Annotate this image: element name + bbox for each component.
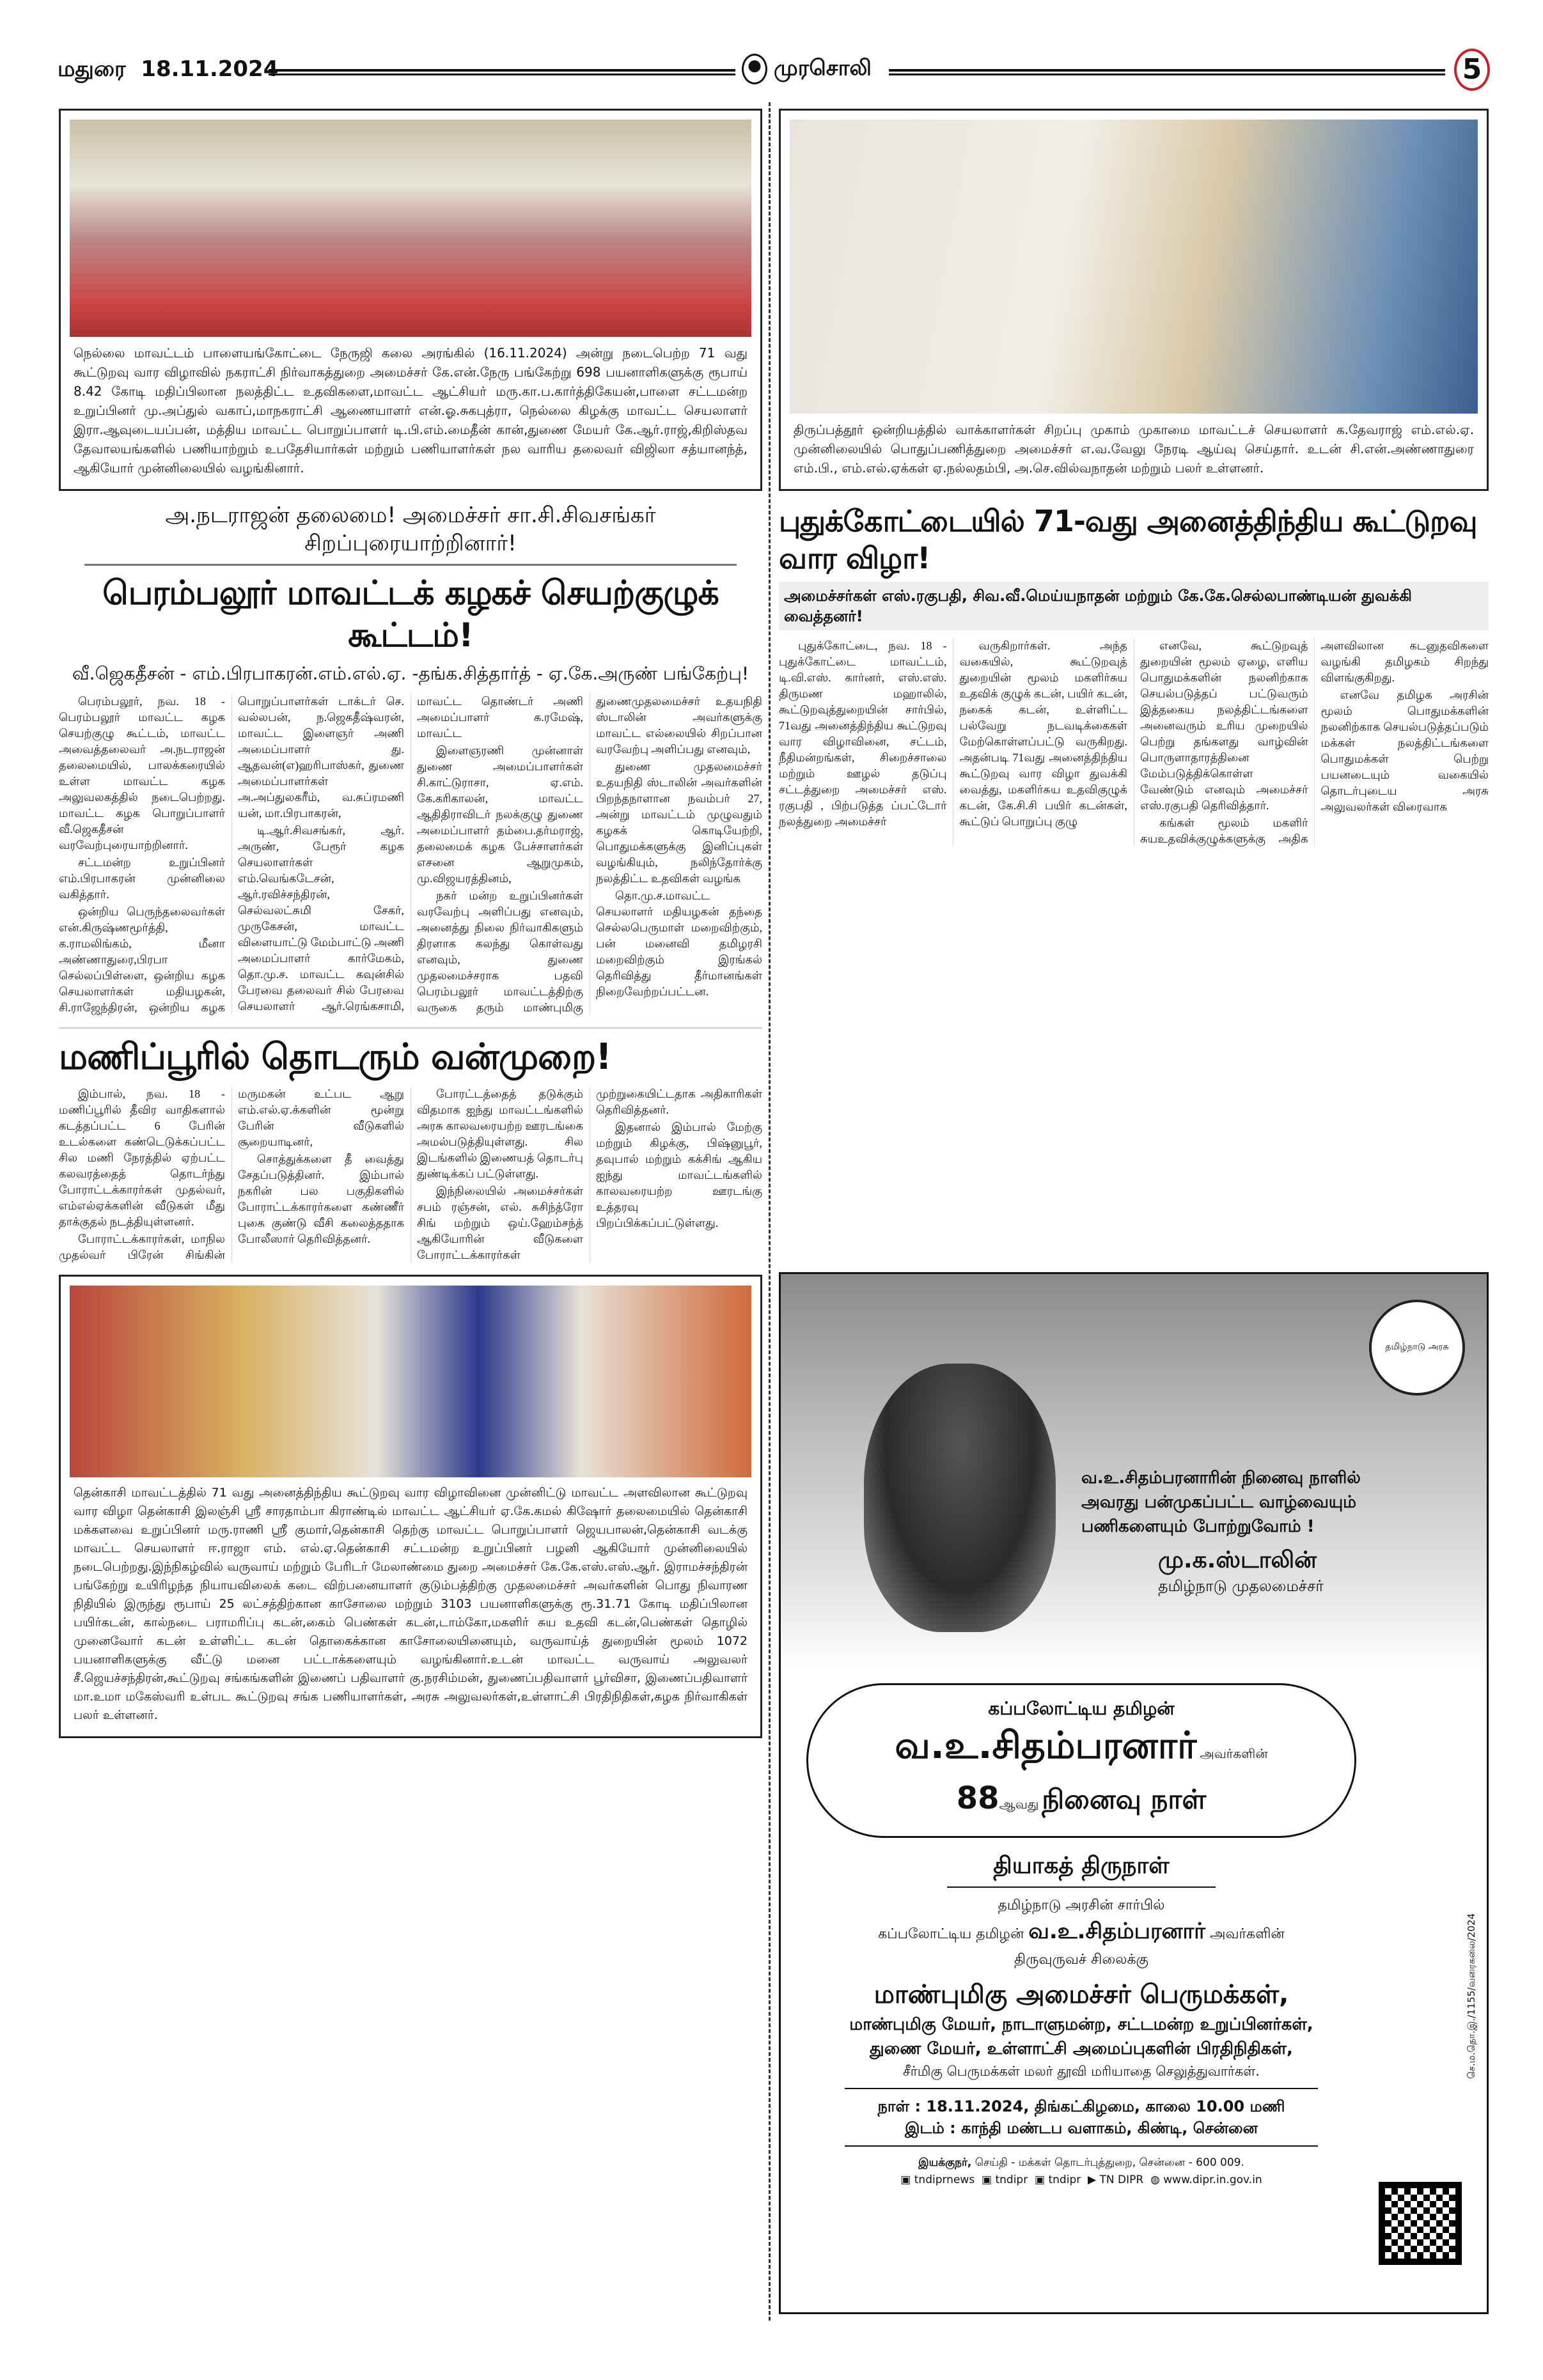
column-divider [769, 102, 771, 2321]
statue-line: திருவுருவச் சிலைக்கு [1014, 1952, 1148, 1968]
left-column [59, 109, 762, 1738]
event-date: நாள் : 18.11.2024, திங்கட்கிழமை, காலை 10.00 மணி [877, 2097, 1285, 2115]
paragraph: இம்பால், நவ. 18 - மணிப்பூரில் தீவிர வாதிகளால் கடத்தப்பட்ட 6 பேரின் உடல்களை கண்டெடுக்கப்பட்ட சில மணி நேரத்தில் ஏற்பட்ட கலவரத்தைத் தொடர்ந்து போராட்டக்காரர்கள் முதல்வர், எம்எல்ஏக்களின் வீடுகள் மீது தாக்குதல் நடத்தியுள்ளனர். [59, 1087, 225, 1228]
paper-name: முரசொலி [774, 55, 872, 81]
paragraph: சொத்துக்களை தீ வைத்து சேதப்படுத்தினர். இம்பால் நகரின் பல பகுதிகளில் போராட்டக்காரர்களை கண்ணீர் புகை குண்டு வீசி கலைத்ததாக போலீஸார் தெரிவித்தனர். [238, 1153, 404, 1245]
festival-title: தியாகத் திருநாள் [993, 1853, 1170, 1879]
nellai-caption: நெல்லை மாவட்டம் பாளையங்கோட்டை நேருஜி கலை அரங்கில் (16.11.2024) அன்று நடைபெற்ற 71 வது கூட்டுறவு வார விழாவில் நகராட்சி நிர்வாகத்துறை அமைச்சர் கே.என்.நேரு பங்கேற்று 698 பயனாளிகளுக்கு ரூபாய் 8.42 கோடி மதிப்பிலான நலத்திட்ட உதவிகளை,மாவட்ட ஆட்சியர் மரு.கா.ப.கார்த்திகேயன்,பாளை சட்டமன்ற உறுப்பினர் மு.அப்துல் வகாப்,மாநகராட்சி ஆணையாளர் என்.ஓ.சுகபுத்ரா, நெல்லை கிழக்கு மாவட்ட செயலாளர் இரா.ஆவுடையப்பன், மத்திய மாவட்ட பொறுப்பாளர் டி.பி.எம்.மைதீன் கான்,துணை மேயர் கே.ஆர்.ராஜ்,கிறிஸ்தவ தேவாலயங்களில் பணியாற்றும் உபதேசியார்கள் மற்றும் பணியாளர்கள் நல வாரிய தலைவர் விஜிலா சத்யானந்த், ஆகியோர் முன்னிலையில் வழங்கினார். [74, 345, 748, 476]
pudukkottai-body [779, 638, 1489, 847]
perambalur-kicker: அ.நடராஜன் தலைமை! அமைச்சர் சா.சி.சிவசங்கர் சிறப்புரையாற்றினார்! [84, 502, 737, 566]
paragraph: பெரம்பலூர், நவ. 18 - பெரம்பலூர் மாவட்ட கழக செயற்குழு கூட்டம், மாவட்ட அவைத்தலைவர் அ.நடராஜன் தலைமையில், பாலக்கரையில் உள்ள மாவட்ட கழக அலுவலகத்தில் நடைபெற்றது. மாவட்ட கழக பொறுப்பாளர் வீ.ஜெகதீசன் வரவேற்புரையாற்றினார். [59, 695, 225, 852]
perambalur-body [59, 694, 762, 1016]
paragraph: வருகிறார்கள். அந்த வகையில், கூட்டுறவுத் துறையின் மூலம் மகளிர்சுய உதவிக் குழுக் கடன், பயிர் கடன், நகைக் கடன், உள்ளிட்ட பல்வேறு நடவடிக்கைகள் மேற்கொள்ளப்பட்டு வருகிறது. அதன்படி 71வது அனைத்திந்திய கூட்டுறவு வார விழா துவக்கி வைத்து, மகளிர்சுய உதவிகுழுக் கடன், கே.சி.சி பயிர் கடன்கள், கூட்டுப் பொறுப்பு குழு [959, 639, 1127, 828]
ornament-divider [845, 2088, 1318, 2089]
social-links [794, 2171, 1369, 2189]
vouc-portrait [781, 1274, 1487, 1670]
instagram-handle[interactable]: tndipr [1048, 2174, 1081, 2186]
manipur-article [59, 1027, 762, 1263]
qr-code[interactable] [1379, 2182, 1462, 2265]
tenkasi-caption: தென்காசி மாவட்டத்தில் 71 வது அனைத்திந்திய கூட்டுறவு வார விழாவினை முன்னிட்டு மாவட்ட அளவிலான கூட்டுறவு வார விழா தென்காசி இலஞ்சி ஸ்ரீ சாரதாம்பா கிராண்டில் மாவட்ட ஆட்சியர் ஏ.கே.கமல் கிஷோர் தலைமையில் தென்காசி மக்களவை உறுப்பினர் மரு.ராணி ஸ்ரீ குமார்,தென்காசி தெற்கு மாவட்ட பொறுப்பாளர் ஜெயபாலன்,தென்காசி வடக்கு மாவட்ட செயலாளர் ஈ.ராஜா எம். எல்.ஏ.தென்காசி சட்டமன்ற உறுப்பினர் பழனி ஆகியோர் முன்னிலையில் நடைபெற்றது.இந்நிகழ்வில் வருவாய் மற்றும் பேரிடர் மேலாண்மை துறை அமைச்சர் கே.கே.எஸ்.எஸ்.ஆர். இராமச்சந்திரன் பங்கேற்று உயிரிழந்த நியாயவிலைக் கடை விற்பனையாளர் குடும்பத்திற்கு முதலமைச்சர் அவர்களின் பொது நிவாரண நிதியில் இருந்து ரூபாய் 25 லட்சத்திற்கான காசோலை மற்றும் 3103 பயனாளிகளுக்கு ரூ.31.71 கோடி மதிப்பிலான பயிர்கடன், கால்நடை பராமரிப்பு கடன்,கைம் பெண்கள் கடன்,டாம்கோ,மகளிர் சுய உதவி கடன்,பெண்கள் தொழில் முனைவோர் கடன் உள்ளிட்ட கடன் தொகைக்கான காசோலையினையும், வருவாய்த் துறையின் மூலம் 1072 பயனாளிகளுக்கு வீட்டு மனை பட்டாக்களையும் வழங்கினார்.உடன் மாவட்ட வருவாய் அலுவலர் சீ.ஜெயச்சந்திரன்,கூட்டுறவு சங்கங்களின் இணைப் பதிவாளர் கு.நரசிம்மன், துணைப்பதிவாளர் பூர்விசா, இணைப்பதிவாளர் மா.உமா மகேஸ்வரி உள்பட கூட்டுறவு சங்க பணியாளர்கள், அரசு அலுவலர்கள்,உள்ளாட்சி பிரதிநிதிகள்,கழக நிர்வாகிகள் பலர் உள்ளனர். [74, 1486, 748, 1722]
ministers-line: மாண்புமிகு அமைச்சர் பெருமக்கள், [873, 1980, 1289, 2009]
signatory: மு.க.ஸ்டாலின் [1158, 1547, 1317, 1573]
tribute-line: சீர்மிகு பெருமக்கள் மலர் தூவி மரியாதை செலுத்துவார்கள். [903, 2064, 1260, 2079]
paragraph: தொ.மு.ச.மாவட்ட செயலாளர் மதியழகன் தந்தை செல்லபெருமாள் மறைவிற்கும், பன் மனைவி தமிழரசி மறைவிற்கும் இரங்கல் தெரிவித்து தீர்மானங்கள் நிறைவேற்றப்பட்டன. [596, 889, 762, 998]
paragraph: நகர் மன்ற உறுப்பினர்கள் வரவேற்பு அளிப்பது எனவும், அனைத்து நிலை நிர்வாகிகளும் திரளாக கலந்து கொள்வது எனவும், துணை முதலமைச்சராக பதவி பெரம்பலூர் மாவட்டத்திற்கு வருகை தரும் மாண்புமிகு துணைமுதலமைச்சர் உதயநிதி ஸ்டாலின் அவர்களுக்கு மாவட்ட எல்லையில் சிறப்பான வரவேற்பு அளிப்பது எனவும், [417, 695, 762, 1014]
tirupattur-photo-box [779, 109, 1489, 491]
signatory-title: தமிழ்நாடு முதலமைச்சர் [1158, 1577, 1324, 1595]
tirupattur-event-photo [790, 120, 1478, 414]
paragraph: இளைஞரணி முன்னாள் துணை அமைப்பாளர்கள் சி.காட்டுராசா, ஏ.எம். கே.கரிகாலன், மாவட்ட ஆதிதிராவிடர் நலக்குழு துணை அமைப்பாளர் தம்பை.தர்மராஜ், தலைமைக் கழக பேச்சாளர்கள் எசனை ஆறுமுகம், மு.விஜயரத்தினம், [417, 744, 583, 885]
right-column [779, 109, 1489, 2314]
nellai-photo-box [59, 109, 762, 491]
ornament-divider [845, 2145, 1318, 2147]
globe-icon: ◍ [1150, 2174, 1160, 2186]
paragraph: எனவே, கூட்டுறவுத் துறையின் மூலம் ஏழை, எளிய பொதுமக்களின் நலனிற்காக செயல்படுத்தப் பட்டுவரும் இத்தகைய நலத்திட்டங்களை அனைவரும் உரிய முறையில் பெற்று தங்களது வாழ்வின் பொருளாதாரத்தினை மேம்படுத்திக்கொள்ள வேண்டும் எனவும் அமைச்சர் எஸ்.ரகுபதி தெரிவித்தார். [1140, 639, 1308, 812]
portrait-figure [864, 1364, 1056, 1632]
paragraph: சட்டமன்ற உறுப்பினர் எம்.பிரபாகரன் முன்னிலை வகித்தார். [59, 856, 225, 901]
tirupattur-caption: திருப்பத்தூர் ஒன்றியத்தில் வாக்காளர்கள் சிறப்பு முகாம் முகாமை மாவட்டச் செயலாளர் க.தேவராஜ் எம்.எல்.ஏ. முன்னிலையில் பொதுப்பணித்துறை அமைச்சர் எ.வ.வேலு நேரடி ஆய்வு செய்தார். உடன் சி.என்.அண்ணாதுரை எம்.பி., எம்.எல்.ஏக்கள் ஏ.நல்லதம்பி, அ.செ.வில்வநாதன் மற்றும் பலர் உள்ளனர். [794, 422, 1474, 476]
ornament-divider [947, 1886, 1216, 1888]
vouc-memorial-ad [779, 1272, 1489, 2314]
line2-pre: கப்பலோட்டிய தமிழன் [878, 1926, 1024, 1942]
tenkasi-event-photo [70, 1286, 751, 1477]
anniversary-number: 88 [956, 1780, 999, 1816]
edition-city: மதுரை [58, 56, 126, 82]
perambalur-byline: வீ.ஜெகதீசன் - எம்.பிரபாகரன்.எம்.எல்.ஏ. -தங்க.சித்தார்த் - ஏ.கே.அருண் பங்கேற்பு! [72, 663, 749, 684]
twitter-handle[interactable]: tndiprnews [914, 2174, 975, 2186]
paragraph: டி.ஆர்.சிவசங்கர், ஆர். அருண், பேரூர் கழக செயலாளர்கள் எம்.வெங்கடேசன், ஆர்.ரவிச்சந்திரன், செல்வலட்சுமி சேகர், முருகேசன், மாவட்ட விளையாட்டு மேம்பாட்டு அணி அமைப்பாளர் கார்மேகம், தொ.மு.ச. மாவட்ட கவுன்சில் பேரவை தலைவர் சில் பேரவை செயலாளர் ஆர்.ரெங்கசாமி, மாவட்ட தொண்டர் அணி அமைப்பாளர் க.ரமேஷ், மாவட்ட [238, 695, 583, 1013]
line2-post: அவர்களின் [1210, 1926, 1285, 1942]
page-number: 5 [1454, 49, 1490, 91]
paragraph: எனவே தமிழக அரசின் மூலம் பொதுமக்களின் நலனிற்காக செயல்படுத்தப்படும் மக்கள் நலத்திட்டங்களை பொதுமக்கள் பெற்று பயனடையும் வகையில் தொடர்புடைய அரசு அலுவலர்கள் விரைவாக [1320, 688, 1489, 813]
pudukkottai-subhead: அமைச்சர்கள் எஸ்.ரகுபதி, சிவ.வீ.மெய்யநாதன் மற்றும் கே.கே.செல்லபாண்டியன் துவக்கி வைத்தனர்! [779, 582, 1489, 630]
dignitaries-line2: துணை மேயர், உள்ளாட்சி அமைப்புகளின் பிரதிநிதிகள், [870, 2039, 1293, 2058]
line2-name: வ.உ.சிதம்பரனார் [1028, 1918, 1206, 1944]
masthead [58, 51, 1490, 89]
manipur-headline: மணிப்பூரில் தொடரும் வன்முறை! [59, 1036, 611, 1078]
paragraph: இதனால் இம்பால் மேற்கு மற்றும் கிழக்கு, பிஷ்னுபூர், தவுபால் மற்றும் கக்சிங் ஆகிய ஐந்து மாவட்டங்களில் காலவரையற்ற ஊரடங்கு உத்தரவு பிறப்பிக்கப்பட்டுள்ளது. [596, 1121, 762, 1229]
quote-line: வ.உ.சிதம்பரனாரின் நினைவு நாளில் [1081, 1468, 1361, 1488]
quote-line: பணிகளையும் போற்றுவோம் ! [1081, 1517, 1315, 1536]
issuer-title: இயக்குநர், [918, 2156, 972, 2169]
paragraph: கங்கள் மூலம் மகளிர் சுயஉதவிக்குழுக்களுக்கு அதிக அளவிலான கடனுதவிகளை வழங்கி தமிழகம் சிறந்து விளங்குகிறது. [1140, 639, 1489, 845]
paragraph: புதுக்கோட்டை, நவ. 18 - புதுக்கோட்டை மாவட்டம், டி.வி.எஸ். கார்னர், எஸ்.எஸ். திருமண மஹாலில், கூட்டுறவுத்துறையின் சார்பில், 71வது அனைத்திந்திய கூட்டுறவு வார விழாவினை, சட்டம், நீதிமன்றங்கள், சிறைச்சாலை மற்றும் ஊழல் தடுப்பு சட்டத்துறை அமைச்சர் எஸ். ரகுபதி , பிற்படுத்த ப்பட்டோர் நலத்துறை அமைச்சர் [779, 639, 947, 828]
issuer-dept: செய்தி - மக்கள் தொடர்புத்துறை, சென்னை - 600 009. [975, 2156, 1244, 2169]
dignitaries-line1: மாண்புமிகு மேயர், நாடாளுமன்ற, சட்டமன்ற உறுப்பினர்கள், [849, 2015, 1313, 2034]
youtube-icon: ▶ [1088, 2174, 1097, 2186]
anniversary-ordinal: ஆவது [999, 1796, 1039, 1812]
anniversary-label: நினைவு நாள் [1042, 1784, 1207, 1815]
sun-logo-icon [742, 54, 767, 84]
oval-suffix: அவர்களின் [1200, 1746, 1268, 1761]
website-link[interactable]: www.dipr.in.gov.in [1163, 2174, 1262, 2186]
youtube-handle[interactable]: TN DIPR [1099, 2174, 1144, 2186]
twitter-icon: ▣ [900, 2174, 911, 2186]
oval-line1: கப்பலோட்டிய தமிழன் [988, 1698, 1175, 1719]
edition-date [58, 56, 278, 84]
manipur-body [59, 1086, 762, 1263]
cm-quote-block [1081, 1466, 1478, 1596]
facebook-handle[interactable]: tndipr [995, 2174, 1028, 2186]
event-venue: இடம் : காந்தி மண்டப வளாகம், கிண்டி, சென்னை [905, 2119, 1258, 2137]
paragraph: துணை முதலமைச்சர் உதயநிதி ஸ்டாலின் அவர்களின் பிறந்தநாளான நவம்பர் 27, அன்று மாவட்டம் முழுவதும் கழகக் கொடியேற்றி, பொதுமக்களுக்கு இனிப்புகள் வழங்கியும், நலிந்தோர்க்கு நலத்திட்ட உதவிகள் வழங்க [596, 760, 762, 885]
paragraph: ஒன்றிய பெருந்தலைவர்கள் என்.கிருஷ்ணமூர்த்தி, க.ராமலிங்கம், மீனா அண்ணாதுரை,பிரபா செல்லப்பிள்ளை, ஒன்றிய கழக செயலாளர்கள் மதியழகன், சி.ராஜேந்திரன், ஒன்றிய கழக பொறுப்பாளர்கள் டாக்டர் செ. வல்லபன், ந.ஜெகதீஷ்வரன், மாவட்ட இளைஞர் அணி அமைப்பாளர் து. ஆதவன்(எ)ஹரிபாஸ்கர், துணை அமைப்பாளர்கள் அ.அப்துலகரீம், வ.சுப்ரமணி யன், மா.பிரபாகரன், [59, 695, 404, 1014]
paragraph: போரட்டத்தைத் தடுக்கும் விதமாக ஐந்து மாவட்டங்களில் அரசு காலவரையற்ற ஊரடங்கை அமல்படுத்தியுள்ளது. சில இடங்களில் இணையத் தொடர்பு துண்டிக்கப் பட்டுள்ளது. [417, 1087, 583, 1180]
instagram-icon: ▣ [1035, 2174, 1046, 2186]
tenkasi-photo-box [59, 1275, 762, 1738]
paper-logo [742, 54, 872, 84]
line2 [794, 1916, 1369, 1950]
memorial-oval [806, 1683, 1356, 1838]
divider [269, 69, 735, 75]
perambalur-headline: பெரம்பலூர் மாவட்டக் கழகச் செயற்குழுக் கூட்டம்! [102, 574, 719, 655]
tn-govt-seal-icon [1369, 1300, 1465, 1396]
ad-code: செ.ம.தொ.இ./1155/வரைகலை/2024 [1466, 1913, 1477, 2080]
issuer [794, 2154, 1369, 2171]
quote-line: அவரது பன்முகப்பட்ட வாழ்வையும் [1081, 1493, 1357, 1512]
oval-name: வ.உ.சிதம்பரனார் [895, 1723, 1197, 1767]
perambalur-article [59, 502, 762, 1016]
seal-text: தமிழ்நாடு அரசு [1385, 1342, 1449, 1352]
paragraph: இந்நிலையில் அமைச்சர்கள் சபம் ரஞ்சன், எல். சுசிந்த்ரோ சிங் மற்றும் ஒய்.ஹேம்சந்த் ஆகியோரின் வீடுகளை போராட்டக்காரர்கள் முற்றுகையிட்டதாக அதிகாரிகள் தெரிவித்தனர். [417, 1087, 762, 1261]
on-behalf: தமிழ்நாடு அரசின் சார்பில் [998, 1897, 1165, 1913]
date: 18.11.2024 [141, 56, 279, 82]
cm-quote [1081, 1466, 1478, 1539]
ad-text-block [794, 1683, 1369, 2189]
nellai-event-photo [70, 120, 751, 337]
pudukkottai-article [779, 502, 1489, 847]
divider [889, 69, 1445, 75]
paragraph: போராட்டக்காரர்கள், மாநில முதல்வர் பிரேன் சிங்கின் மருமகன் உட்பட ஆறு எம்.எல்.ஏ.க்களின் மூன்று பேரின் வீடுகளில் சூறையாடினர், [59, 1087, 404, 1261]
pudukkottai-headline: புதுக்கோட்டையில் 71-வது அனைத்திந்திய கூட்டுறவு வார விழா! [779, 504, 1477, 575]
facebook-icon: ▣ [982, 2174, 992, 2186]
